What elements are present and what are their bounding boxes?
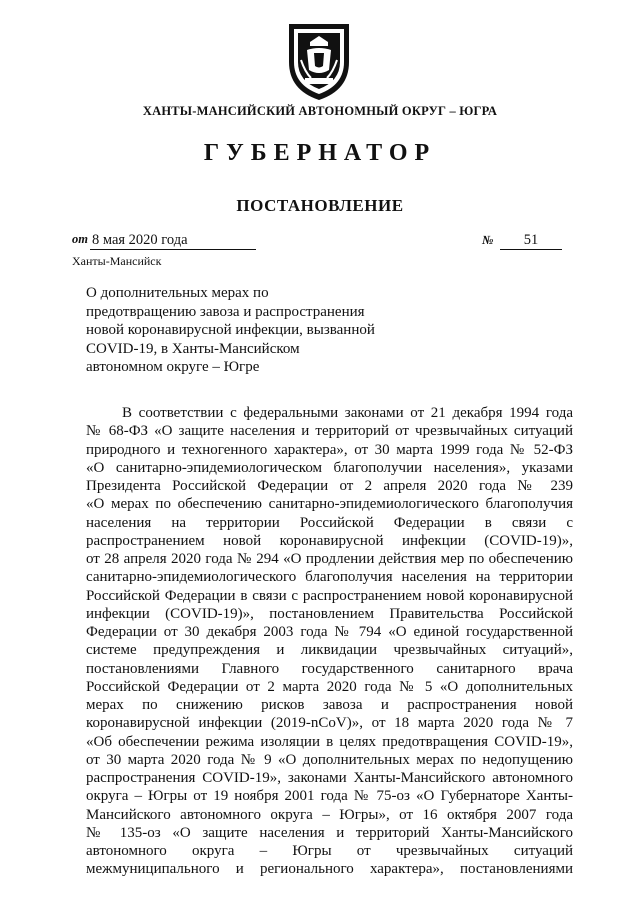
body-line: Мансийского автономного округа – Югры», от 16 октября 2007 года	[86, 806, 573, 823]
body-line: распространения COVID-19», законами Ханты-Мансийского автономного	[86, 770, 573, 786]
body-line: № 68-ФЗ «О защите населения и территорий от чрезвычайных ситуаций	[86, 423, 573, 440]
body-line: природного и техногенного характера», от 30 марта 1999 года № 52-ФЗ	[86, 441, 573, 458]
subject-line: О дополнительных мерах по	[86, 285, 269, 301]
date-prefix: от	[72, 232, 88, 246]
document-subject	[86, 284, 396, 377]
body-line: санитарно-эпидемиологического благополучия населения на территории	[86, 569, 573, 586]
body-line: от 28 апреля 2020 года № 294 «О продлении действия мер по обеспечению	[86, 551, 573, 567]
body-line: автономного округа – Югры от чрезвычайных ситуаций	[86, 843, 573, 859]
subject-line: новой коронавирусной инфекции, вызванной	[86, 322, 375, 338]
body-line: Российской Федерации от 2 марта 2020 года № 5 «О дополнительных	[86, 678, 573, 695]
body-line: инфекции (COVID-19)», постановлением Правительства Российской	[86, 605, 573, 622]
body-line: межмуниципального и регионального характера», постановлениями	[86, 861, 573, 878]
document-number: 51	[500, 232, 562, 250]
body-line: постановлениями Главного государственного санитарного врача	[86, 660, 573, 677]
body-line: В соответствии с федеральными законами от 21 декабря 1994 года	[122, 405, 573, 421]
body-line: мерах по снижению рисков завоза и распространения новой	[86, 697, 573, 713]
body-line: округа – Югры от 19 ноября 2001 года № 75-оз «О Губернаторе Ханты-	[86, 788, 573, 805]
body-line: № 135-оз «О защите населения и территорий Ханты-Мансийского	[86, 824, 573, 841]
subject-line: COVID-19, в Ханты-Мансийском	[86, 340, 300, 357]
body-line: «О мерах по обеспечению санитарно-эпидемиологического благополучия	[86, 496, 573, 513]
body-line: населения на территории Российской Федерации в связи с	[86, 514, 573, 531]
date-number-row	[72, 232, 572, 252]
subject-line: предотвращению завоза и распространения	[86, 303, 365, 320]
document-type: ПОСТАНОВЛЕНИЕ	[236, 196, 404, 215]
body-line: «О санитарно-эпидемиологическом благополучии населения», указами	[86, 459, 573, 476]
body-line: Федерации от 30 декабря 2003 года № 794 «О единой государственной	[86, 624, 573, 640]
body-line: от 30 марта 2020 года № 9 «О дополнительных мерах по недопущению	[86, 751, 573, 768]
governor-title: ГУБЕРНАТОР	[203, 140, 437, 166]
region-name: ХАНТЫ-МАНСИЙСКИЙ АВТОНОМНЫЙ ОКРУГ – ЮГРА	[142, 104, 498, 118]
body-line: распространением новой коронавирусной инфекции (COVID-19)»,	[86, 532, 573, 549]
coat-of-arms-icon	[283, 20, 355, 102]
place-of-issue: Ханты-Мансийск	[72, 254, 162, 268]
body-paragraph	[86, 404, 573, 879]
body-line: «Об обеспечении режима изоляции в целях предотвращения COVID-19»,	[86, 733, 573, 750]
body-line: Президента Российской Федерации от 2 апреля 2020 года № 239	[86, 478, 573, 494]
body-line: коронавирусной инфекции (2019-nCoV)», от 18 марта 2020 года № 7	[86, 715, 573, 732]
document-date: 8 мая 2020 года	[90, 232, 256, 250]
body-line: системе предупреждения и ликвидации чрезвычайных ситуаций»,	[86, 642, 573, 659]
body-line: Российской Федерации в связи с распространением новой коронавирусной	[86, 587, 573, 604]
subject-line: автономном округе – Югре	[86, 359, 260, 375]
number-prefix: №	[482, 233, 494, 247]
